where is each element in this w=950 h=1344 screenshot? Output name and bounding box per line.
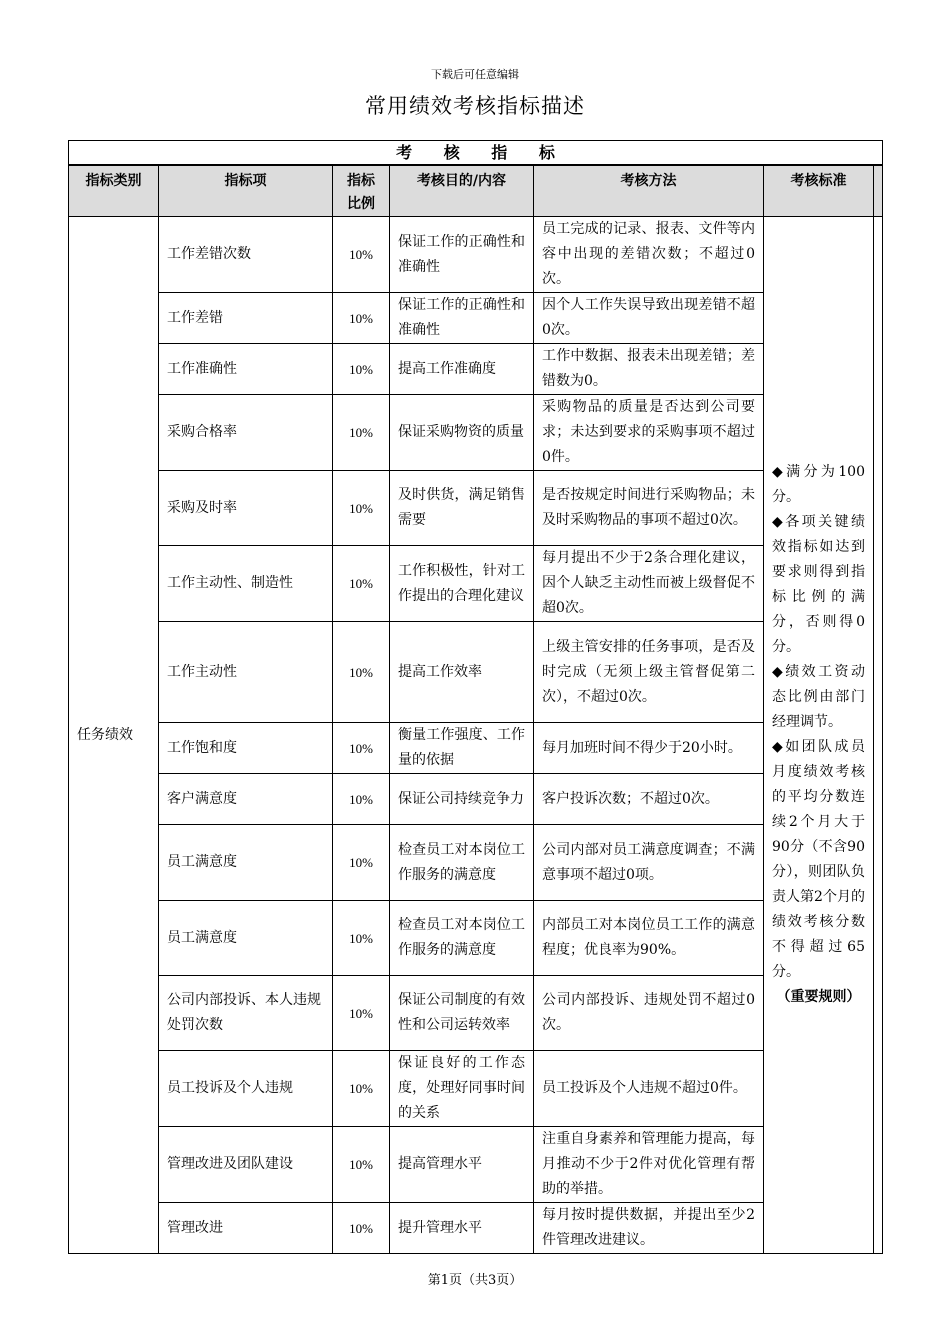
table-body [69,217,883,1254]
kpi-table [68,165,883,1254]
table-row [69,723,883,774]
ratio-cell: 10% [333,546,390,622]
table-row [69,901,883,976]
page-footer: 第1页（共3页） [427,1273,523,1288]
method-cell: 工作中数据、报表未出现差错；差错数为0。 [534,344,764,395]
table-row [69,395,883,471]
table-row [69,622,883,723]
purpose-cell: 保证良好的工作态度，处理好同事时间的关系 [390,1051,534,1127]
document-title: 常用绩效考核指标描述 [365,94,585,118]
purpose-cell: 提高管理水平 [390,1127,534,1203]
method-cell: 客户投诉次数；不超过0次。 [534,774,764,825]
table-row [69,825,883,901]
method-cell: 每月提出不少于2条合理化建议，因个人缺乏主动性而被上级督促不超0次。 [534,546,764,622]
item-cell: 客户满意度 [159,774,333,825]
standard-important-rule: （重要规则） [776,989,861,1005]
purpose-cell: 工作积极性，针对工作提出的合理化建议 [390,546,534,622]
column-header-row [69,166,883,217]
main-header: 考 核 指 标 [68,140,883,165]
method-cell: 上级主管安排的任务事项，是否及时完成（无须上级主管督促第二次），不超过0次。 [534,622,764,723]
ratio-cell: 10% [333,293,390,344]
method-cell: 因个人工作失误导致出现差错不超0次。 [534,293,764,344]
method-cell: 公司内部投诉、违规处罚不超过0次。 [534,976,764,1051]
col-method: 考核方法 [534,166,764,217]
item-cell: 管理改进及团队建设 [159,1127,333,1203]
purpose-cell: 衡量工作强度、工作量的依据 [390,723,534,774]
ratio-cell: 10% [333,395,390,471]
purpose-cell: 保证工作的正确性和准确性 [390,217,534,293]
item-cell: 员工满意度 [159,901,333,976]
item-cell: 公司内部投诉、本人违规处罚次数 [159,976,333,1051]
col-purpose: 考核目的/内容 [390,166,534,217]
item-cell: 工作主动性、制造性 [159,546,333,622]
table-row [69,546,883,622]
table-row [69,1127,883,1203]
ratio-cell: 10% [333,825,390,901]
standard-paragraph: ◆各项关键绩效指标如达到要求则得到指标比例的满分，否则得0分。 [772,514,865,655]
item-cell: 工作饱和度 [159,723,333,774]
ratio-cell: 10% [333,471,390,546]
ratio-cell: 10% [333,344,390,395]
col-ratio-line1: 指标 [347,173,375,189]
ratio-cell: 10% [333,217,390,293]
purpose-cell: 检查员工对本岗位工作服务的满意度 [390,901,534,976]
purpose-cell: 检查员工对本岗位工作服务的满意度 [390,825,534,901]
method-cell: 注重自身素养和管理能力提高，每月推动不少于2件对优化管理有帮助的举措。 [534,1127,764,1203]
ratio-cell: 10% [333,723,390,774]
purpose-cell: 保证公司持续竞争力 [390,774,534,825]
item-cell: 采购及时率 [159,471,333,546]
header-note: 下载后可任意编辑 [431,68,519,81]
method-cell: 是否按规定时间进行采购物品；未及时采购物品的事项不超过0次。 [534,471,764,546]
purpose-cell: 保证采购物资的质量 [390,395,534,471]
standard-cell [764,217,874,1254]
ratio-cell: 10% [333,622,390,723]
col-item: 指标项 [159,166,333,217]
table-row [69,217,883,293]
standard-paragraph: ◆如团队成员月度绩效考核的平均分数连续2个月大于90分（不含90分），则团队负责人第2个月的绩效考核分数不得超过65分。 [772,739,865,980]
method-cell: 内部员工对本岗位员工工作的满意程度；优良率为90%。 [534,901,764,976]
method-cell: 员工投诉及个人违规不超过0件。 [534,1051,764,1127]
purpose-cell: 提高工作准确度 [390,344,534,395]
purpose-cell: 提高工作效率 [390,622,534,723]
purpose-cell: 保证工作的正确性和准确性 [390,293,534,344]
col-end [874,166,883,217]
ratio-cell: 10% [333,774,390,825]
purpose-cell: 及时供货，满足销售需要 [390,471,534,546]
item-cell: 工作差错次数 [159,217,333,293]
table-row [69,1203,883,1254]
col-ratio [333,166,390,217]
item-cell: 管理改进 [159,1203,333,1254]
right-margin-cell [874,217,883,1254]
method-cell: 每月按时提供数据，并提出至少2件管理改进建议。 [534,1203,764,1254]
purpose-cell: 提升管理水平 [390,1203,534,1254]
table-row [69,293,883,344]
standard-paragraph: ◆绩效工资动态比例由部门经理调节。 [772,664,865,730]
item-cell: 工作准确性 [159,344,333,395]
table-row [69,344,883,395]
method-cell: 每月加班时间不得少于20小时。 [534,723,764,774]
ratio-cell: 10% [333,1203,390,1254]
col-standard: 考核标准 [764,166,874,217]
col-ratio-line2: 比例 [347,196,375,212]
col-category: 指标类别 [69,166,159,217]
method-cell: 采购物品的质量是否达到公司要求；未达到要求的采购事项不超过0件。 [534,395,764,471]
item-cell: 采购合格率 [159,395,333,471]
method-cell: 员工完成的记录、报表、文件等内容中出现的差错次数；不超过0次。 [534,217,764,293]
table-row [69,471,883,546]
item-cell: 员工投诉及个人违规 [159,1051,333,1127]
ratio-cell: 10% [333,976,390,1051]
table-row [69,1051,883,1127]
ratio-cell: 10% [333,1051,390,1127]
purpose-cell: 保证公司制度的有效性和公司运转效率 [390,976,534,1051]
ratio-cell: 10% [333,1127,390,1203]
category-cell: 任务绩效 [69,217,159,1254]
item-cell: 工作差错 [159,293,333,344]
item-cell: 员工满意度 [159,825,333,901]
table-row [69,774,883,825]
item-cell: 工作主动性 [159,622,333,723]
ratio-cell: 10% [333,901,390,976]
standard-paragraph: ◆满分为100分。 [772,464,865,505]
table-row [69,976,883,1051]
method-cell: 公司内部对员工满意度调查；不满意事项不超过0项。 [534,825,764,901]
